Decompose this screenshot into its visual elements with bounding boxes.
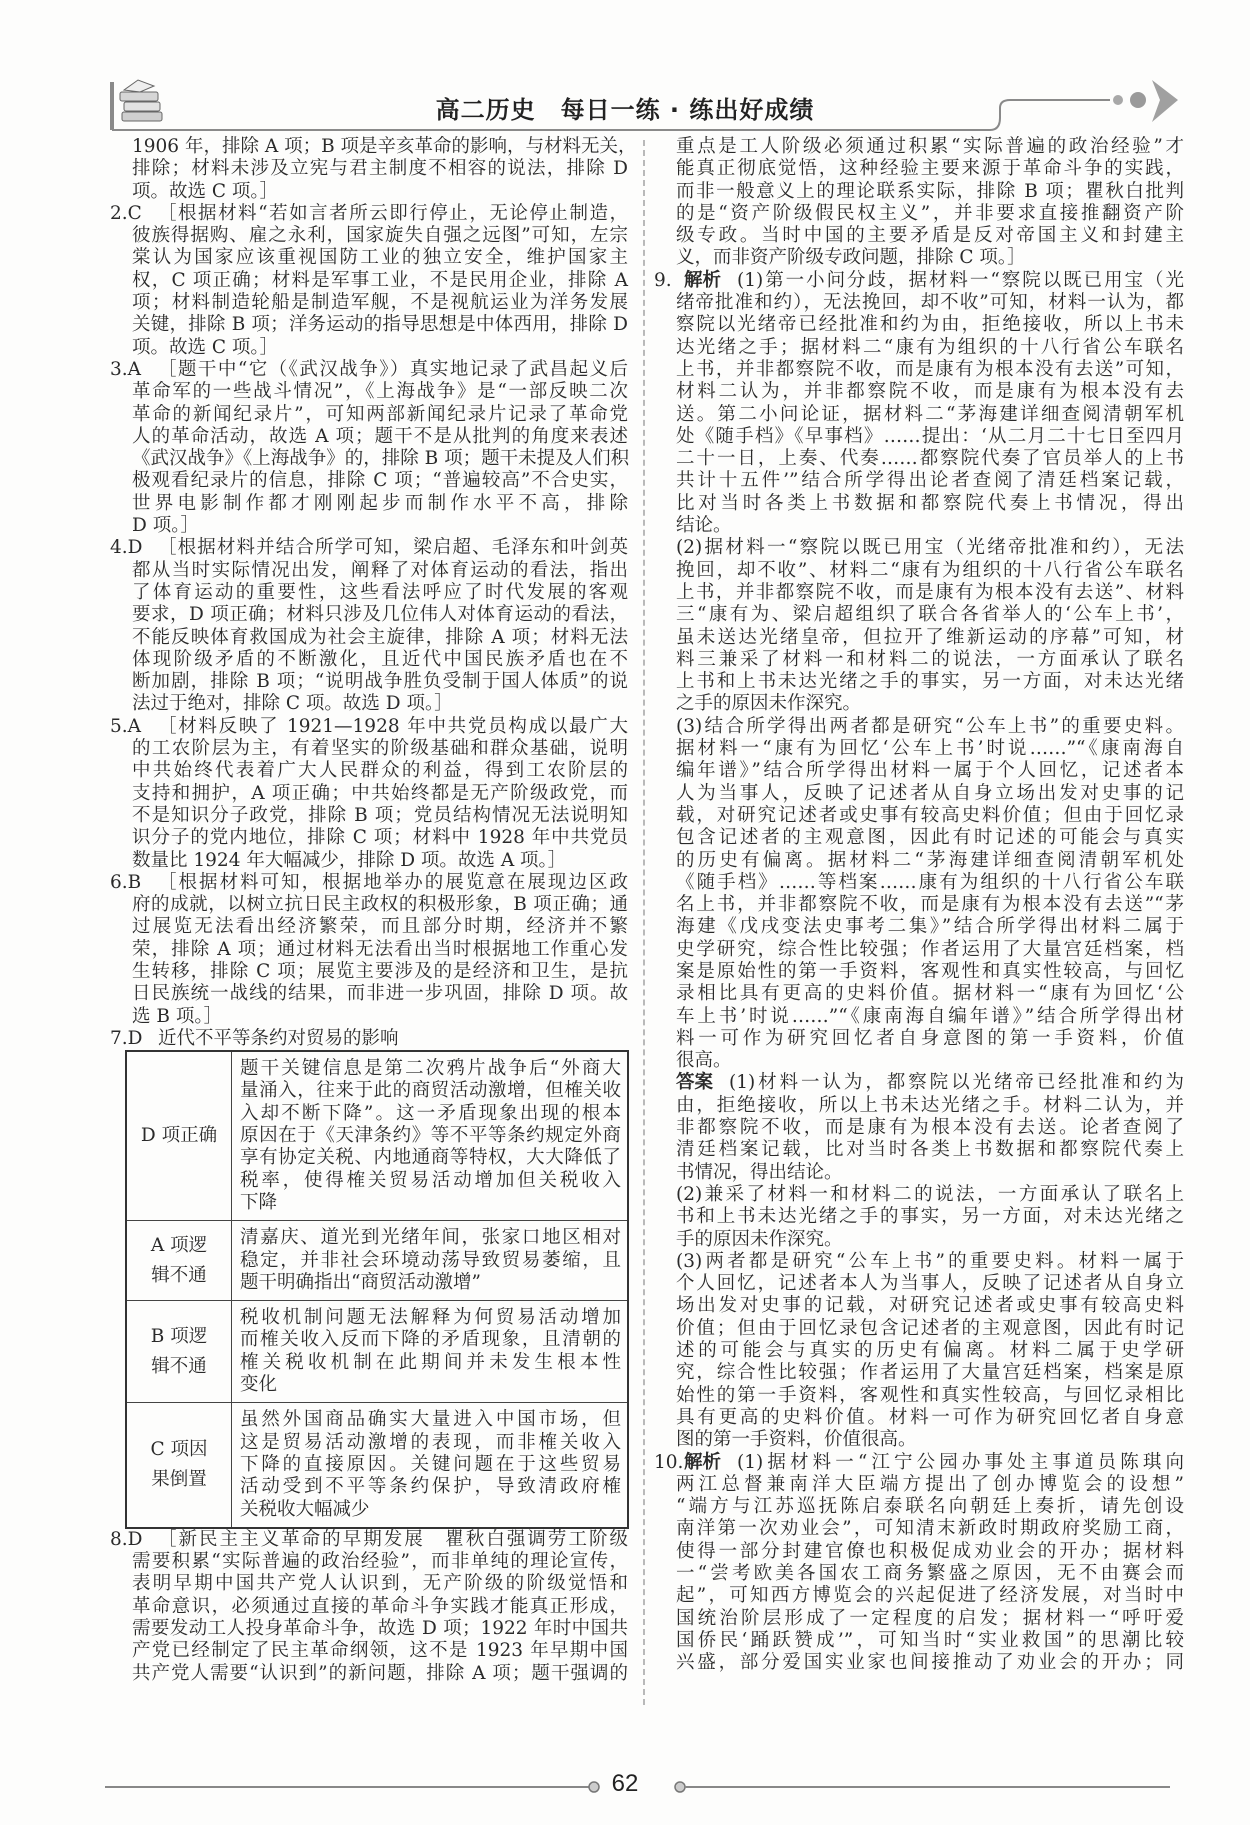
line-text: (1)第一小问分歧，据材料一“察院以既已用宝（光 <box>737 269 1184 291</box>
question-number: 2.C <box>110 202 142 224</box>
text-line: 人为当事人，反映了记述者从自身立场出发对史事的记 <box>676 782 1184 804</box>
text-line: 的是“资产阶级假民权主义”，并非要求直接推翻资产阶 <box>676 202 1184 224</box>
text-line <box>654 270 1184 292</box>
text-line: 共产党人需要“认识到”的新问题，排除 A 项；题干强调的 <box>132 1662 628 1684</box>
row-content <box>232 1403 629 1528</box>
row-label-line: 辑不通 <box>151 1355 207 1377</box>
text-line: 人的革命活动，故选 A 项；题干不是从批判的角度来表述 <box>132 425 628 447</box>
text-line: 生转移，排除 C 项；展览主要涉及的是经济和卫生，是抗 <box>132 960 628 982</box>
text-line: 下降 <box>240 1191 278 1213</box>
text-line: 的工农阶层为主，有着坚实的阶级基础和群众基础，说明 <box>132 738 628 760</box>
text-line: 1906 年，排除 A 项；B 项是辛亥革命的影响，与材料无关， <box>132 136 637 157</box>
text-line: 榷关税收机制在此期间并未发生根本性 <box>240 1351 621 1373</box>
text-line: 荣，排除 A 项；通过材料无法看出当时根据地工作重心发 <box>132 938 628 960</box>
text-line: 而非一般意义上的理论联系实际，排除 B 项；瞿秋白批判 <box>676 180 1184 202</box>
row-label <box>126 1221 232 1301</box>
text-line <box>676 1072 1184 1094</box>
section-label: 解析 <box>684 269 722 291</box>
text-line: 述的可能会与真实的历史有偏离。材料二属于史学研 <box>676 1340 1184 1362</box>
text-line: 《随手档》……等档案……康有为组织的十八行省公车联 <box>676 871 1184 893</box>
line-text: ［根据材料“若如言者所云即行停止，无论停止制造， <box>158 202 628 224</box>
page-number: 62 <box>611 1770 639 1797</box>
text-line: 下降的直接原因。关键问题在于这些贸易 <box>240 1453 621 1475</box>
text-line: 题干关键信息是第二次鸦片战争后“外商大 <box>240 1058 621 1080</box>
text-line: 过展览无法看出经济繁荣，而且部分时期，经济并不繁 <box>132 916 628 938</box>
text-line: 国统治阶层形成了一定程度的启发；据材料一“呼吁爱 <box>676 1607 1184 1629</box>
text-line: 两江总督兼南洋大臣端方提出了创办博览会的设想” <box>676 1473 1184 1495</box>
line-text: ［根据材料可知，根据地举办的展览意在展现边区政 <box>158 871 628 893</box>
text-line: 图的第一手资料，价值很高。 <box>676 1429 917 1451</box>
answer-block <box>676 136 1184 270</box>
text-line: 棠认为国家应该重视国防工业的独立安全，维护国家主 <box>132 247 628 269</box>
text-line <box>110 716 628 738</box>
question-number: 9. <box>654 269 672 291</box>
text-line: 义，而非资产阶级专政问题，排除 C 项。］ <box>676 247 1026 269</box>
text-line: 上书，并非都察院不收，而是康有为根本没有去送”可知， <box>676 358 1184 380</box>
answer-block <box>654 269 1184 538</box>
row-label-line: D 项正确 <box>140 1125 218 1147</box>
section-label: 答案 <box>676 1072 714 1094</box>
text-line: 中共始终代表着广大人民群众的利益，得到工农阶层的 <box>132 760 628 782</box>
text-line <box>654 1452 1184 1474</box>
text-line: 处《随手档》《早事档》……提出：‘从二月二十七日至四月 <box>676 425 1184 447</box>
text-line: 彼族得据购、雇之永利，国家旋失自强之远图”可知，左宗 <box>132 225 628 247</box>
text-line: 挽回，却不收”、材料二“康有为组织的十八行省公车联名 <box>676 559 1184 581</box>
answer-block <box>676 1072 1184 1183</box>
text-line: 虽未送达光绪皇帝，但拉开了维新运动的序幕”可知，材 <box>676 626 1184 648</box>
text-line: 了体育运动的重要性，这些看法呼应了时代发展的客观 <box>132 581 628 603</box>
text-line: (2)据材料一“察院以既已用宝（光绪帝批准和约），无法 <box>676 537 1184 559</box>
text-line: (2)兼采了材料一和材料二的说法，一方面承认了联名上 <box>676 1183 1184 1205</box>
text-line: 法过于绝对，排除 C 项。故选 D 项。］ <box>132 693 453 715</box>
left-column <box>110 136 637 1685</box>
text-line: 车上书’时说……”“《康南海自编年谱》”结合所学得出材 <box>676 1005 1184 1027</box>
answer-block <box>110 202 628 359</box>
text-line: 数量比 1924 年大幅减少，排除 D 项。故选 A 项。］ <box>132 849 567 871</box>
text-line: 南洋第一次劝业会”，可知清末新政时期政府奖励工商， <box>676 1518 1184 1540</box>
question-number: 3.A <box>110 358 142 380</box>
text-line: 非都察院不收，而是康有为根本没有去送。论者查阅了 <box>676 1117 1184 1139</box>
text-line: 革命意识，必须通过直接的革命斗争实践才能真正形成， <box>132 1595 628 1617</box>
text-line: D 项。］ <box>132 515 199 537</box>
answer-block <box>110 1528 628 1685</box>
text-line: 虽然外国商品确实大量进入中国市场，但 <box>240 1409 621 1431</box>
line-text: ［根据材料并结合所学可知，梁启超、毛泽东和叶剑英 <box>158 537 628 559</box>
text-line: 产党已经制定了民主革命纲领，这不是 1923 年早期中国 <box>132 1640 628 1662</box>
text-line <box>110 1529 628 1551</box>
row-label-line: 辑不通 <box>151 1264 207 1286</box>
question-number: 10. <box>654 1451 684 1473</box>
text-line: “端方与江苏巡抚陈启泰联名向朝廷上奏折，请先创设 <box>676 1496 1184 1518</box>
text-line: 包含记述者的主观意图，因此有时记述的可能会与真实 <box>676 827 1184 849</box>
text-line: (3)两者都是研究“公车上书”的重要史料。材料一属于 <box>676 1250 1184 1272</box>
text-line: 日民族统一战线的结果，而非进一步巩固，排除 D 项。故 <box>132 983 628 1005</box>
text-line <box>110 359 628 381</box>
text-line: 共计十五件’”结合所学得出论者查阅了清廷档案记载， <box>676 470 1184 492</box>
text-line: 很高。 <box>676 1050 732 1072</box>
text-line: 识分子的党内地位，排除 C 项；材料中 1928 年中共党员 <box>132 827 628 849</box>
text-line: 体现阶级矛盾的不断激化，且近代中国民族矛盾也在不 <box>132 648 628 670</box>
question-number: 5.A <box>110 715 142 737</box>
text-line: 《武汉战争》《上海战争》的，排除 B 项；题干未提及人们积 <box>132 448 630 470</box>
text-line: 场出发对史事的记载，对研究记述者或史事有较高史料 <box>676 1295 1184 1317</box>
text-line: 量涌入，往来于此的商贸活动激增，但榷关收 <box>240 1080 621 1102</box>
answer-block <box>110 537 628 715</box>
text-line: 都从当时实际情况出发，阐释了对体育运动的看法，指出 <box>132 559 628 581</box>
text-line: 起”，可知西方博览会的兴起促进了经济发展，对当时中 <box>676 1585 1184 1607</box>
row-label-line: A 项逻 <box>150 1234 208 1256</box>
text-line: 要求，D 项正确；材料只涉及几位伟人对体育运动的看法， <box>132 604 628 626</box>
answer-block <box>110 1027 628 1050</box>
table-row <box>126 1051 628 1221</box>
text-line: 使得一部分封建官僚也积极促成劝业会的开办；据材料 <box>676 1540 1184 1562</box>
right-column <box>654 136 1184 1674</box>
text-line: 上书，并非都察院不收，而是康有为根本没有去送”、材料 <box>676 581 1184 603</box>
text-line: 级专政。当时中国的主要矛盾是反对帝国主义和封建主 <box>676 225 1184 247</box>
answer-block <box>110 871 628 1028</box>
line-text: (1)据材料一“江宁公园办事处主事道员陈琪向 <box>737 1451 1184 1473</box>
text-line: 需要积累“实际普遍的政治经验”，而非单纯的理论宣传， <box>132 1551 628 1573</box>
text-line: 能真正彻底觉悟，这种经验主要来源于革命斗争的实践， <box>676 158 1184 180</box>
question-number: 8.D <box>110 1528 143 1550</box>
text-line: 结论。 <box>676 515 732 537</box>
text-line: 兴盛，部分爱国实业家也间接推动了劝业会的开办；同 <box>676 1652 1184 1674</box>
answer-block <box>676 1251 1184 1452</box>
column-divider <box>643 140 645 1705</box>
text-line: 排除；材料未涉及立宪与君主制度不相容的说法，排除 D <box>132 158 628 180</box>
text-line: 题干明确指出“商贸活动激增” <box>240 1271 481 1293</box>
text-line: 国侨民‘踊跃赞成’”，可知当时“实业救国”的思潮比较 <box>676 1629 1184 1651</box>
text-line: 清嘉庆、道光到光绪年间，张家口地区相对 <box>240 1227 621 1249</box>
text-line: 权，C 项正确；材料是军事工业，不是民用企业，排除 A <box>132 269 628 291</box>
text-line: 表明早期中国共产党人认识到，无产阶级的阶级觉悟和 <box>132 1573 628 1595</box>
comparison-table <box>125 1050 629 1529</box>
text-line: 编年谱》”结合所学得出材料一属于个人回忆，记述者本 <box>676 760 1184 782</box>
line-text: ［材料反映了 1921—1928 年中共党员构成以最广大 <box>158 715 628 737</box>
text-line: 不能反映体育救国成为社会主旋律，排除 A 项；材料无法 <box>132 626 628 648</box>
text-line: 名上书，并非都察院不收，而是康有为根本没有去送”“茅 <box>676 894 1184 916</box>
table-row <box>126 1221 628 1301</box>
row-content <box>232 1301 629 1403</box>
line-text: 近代不平等条约对贸易的影响 <box>158 1027 399 1049</box>
text-line: 究，综合性比较强；作者运用了大量宫廷档案，档案是原 <box>676 1362 1184 1384</box>
text-line: 上书和上书未达光绪之手的事实，另一方面，对未达光绪 <box>676 671 1184 693</box>
row-label-line: C 项因 <box>150 1439 208 1461</box>
line-text: (1)材料一认为，都察院以光绪帝已经批准和约为 <box>729 1072 1184 1094</box>
text-line: 革命军的一些战斗情况”，《上海战争》是“一部反映二次 <box>132 381 628 403</box>
text-line: 个人回忆，记述者本人为当事人，反映了记述者从自身立 <box>676 1273 1184 1295</box>
text-line: 享有协定关税、内地通商等特权，大大降低了 <box>240 1147 621 1169</box>
header-decoration <box>0 0 1250 150</box>
text-line: 录相比具有更高的史料价值。据材料一“康有为回忆‘公 <box>676 983 1184 1005</box>
text-line: 二十一日，上奏、代奏……都察院代奏了官员举人的上书 <box>676 448 1184 470</box>
row-label-line: B 项逻 <box>150 1325 208 1347</box>
line-text: ［新民主主义革命的早期发展 瞿秋白强调劳工阶级 <box>158 1528 628 1550</box>
text-line: 史学研究，综合性比较强；作者运用了大量宫廷档案，档 <box>676 938 1184 960</box>
text-line: 一“尝考欧美各国农工商务繁盛之原因，无不由赛会而 <box>676 1563 1184 1584</box>
text-line <box>110 203 628 225</box>
text-line: 稳定，并非社会环境动荡导致贸易萎缩，且 <box>240 1249 621 1271</box>
answer-block <box>110 358 630 537</box>
text-line: 书情况，得出结论。 <box>676 1161 843 1183</box>
text-line: 清廷档案记载，比对当时各类上书数据和都察院代奏上 <box>676 1139 1184 1161</box>
text-line <box>110 1028 628 1050</box>
text-line: 手的原因未作深究。 <box>676 1228 843 1250</box>
answer-block <box>676 716 1184 1073</box>
text-line: 书和上书未达光绪之手的事实，另一方面，对未达光绪之 <box>676 1206 1184 1228</box>
text-line <box>110 537 628 559</box>
text-line: 税收机制问题无法解释为何贸易活动增加 <box>240 1307 621 1329</box>
answer-block <box>676 1184 1184 1251</box>
question-number: 7.D <box>110 1027 143 1049</box>
text-line: 极观看纪录片的信息，排除 C 项；“普遍较高”不合史实， <box>132 470 628 492</box>
text-line: 这是贸易活动激增的表现，而非榷关收入 <box>240 1431 621 1453</box>
text-line: 的历史有偏离。据材料二“茅海建详细查阅清朝军机处 <box>676 849 1184 871</box>
row-label <box>126 1051 232 1221</box>
text-line: 案是原始性的第一手资料，客观性和真实性较高，与回忆 <box>676 960 1184 982</box>
answer-block <box>132 136 637 203</box>
text-line: 项。故选 C 项。］ <box>132 180 279 202</box>
text-line: 不是知识分子政党，排除 B 项；党员结构情况无法说明知 <box>132 804 628 826</box>
text-line <box>110 872 628 894</box>
text-line: 价值；但由于回忆录包含记述者的主观意图，因此有时记 <box>676 1317 1184 1339</box>
text-line: 活动受到不平等条约保护，导致清政府榷 <box>240 1476 621 1498</box>
row-label <box>126 1403 232 1528</box>
text-line: 据材料一“康有为回忆‘公车上书’时说……”“《康南海自 <box>676 738 1184 760</box>
text-line: 由，拒绝接收，所以上书未达光绪之手。材料二认为，并 <box>676 1094 1184 1116</box>
row-label-line: 果倒置 <box>151 1469 207 1491</box>
text-line: 选 B 项。］ <box>132 1005 223 1027</box>
text-line: 重点是工人阶级必须通过积累“实际普遍的政治经验”才 <box>676 136 1184 157</box>
answer-block <box>676 537 1184 715</box>
page-header-title: 高二历史 每日一练 · 练出好成绩 <box>435 96 815 124</box>
text-line: 绪帝批准和约），无法挽回，却不收”可知，材料一认为，都 <box>676 292 1184 314</box>
section-label: 解析 <box>684 1451 722 1473</box>
text-line: 而榷关收入反而下降的矛盾现象，且清朝的 <box>240 1329 621 1351</box>
text-line: 之手的原因未作深究。 <box>676 693 862 715</box>
text-line: 料三兼采了材料一和材料二的说法，一方面承认了联名 <box>676 648 1184 670</box>
text-line: 项。故选 C 项。］ <box>132 336 279 358</box>
text-line: 入却不断下降”。这一矛盾现象出现的根本 <box>240 1102 621 1124</box>
row-content <box>232 1051 629 1221</box>
text-line: 达光绪之手；据材料二“康有为组织的十八行省公车联名 <box>676 336 1184 358</box>
question-number: 4.D <box>110 537 143 559</box>
text-line: 关键，排除 B 项；洋务运动的指导思想是中体西用，排除 D <box>132 314 628 336</box>
question-number: 6.B <box>110 871 142 893</box>
row-label <box>126 1301 232 1403</box>
text-line: 始性的第一手资料，客观性和真实性较高，与回忆录相比 <box>676 1384 1184 1406</box>
table-row <box>126 1403 628 1528</box>
table-row <box>126 1301 628 1403</box>
text-line: 比对当时各类上书数据和都察院代奏上书情况，得出 <box>676 492 1184 514</box>
answer-block <box>110 715 628 872</box>
text-line: 变化 <box>240 1374 278 1396</box>
text-line: 府的成就，以树立抗日民主政权的积极形象，B 项正确；通 <box>132 894 628 916</box>
text-line: 项；材料制造轮船是制造军舰，不是视航运业为洋务发展 <box>132 292 628 314</box>
text-line: 海建《戊戌变法史事考二集》”结合所学得出材料二属于 <box>676 916 1184 938</box>
text-line: 世界电影制作都才刚刚起步而制作水平不高，排除 <box>132 492 628 514</box>
text-line: 需要发动工人投身革命斗争，故选 D 项；1922 年时中国共 <box>132 1618 628 1639</box>
line-text: ［题干中“它（《武汉战争》）真实地记录了武昌起义后 <box>158 358 628 380</box>
text-line: 三“康有为、梁启超组织了联合各省举人的‘公车上书’， <box>676 604 1184 626</box>
text-line: 关税收大幅减少 <box>240 1498 370 1520</box>
text-line: (3)结合所学得出两者都是研究“公车上书”的重要史料。 <box>676 715 1184 737</box>
text-line: 原因在于《天津条约》等不平等条约规定外商 <box>240 1125 621 1147</box>
text-line: 材料二认为，并非都察院不收，而是康有为根本没有去 <box>676 381 1184 403</box>
text-line: 送。第二小问论证，据材料二“茅海建详细查阅清朝军机 <box>676 403 1184 425</box>
text-line: 支持和拥护，A 项正确；中共始终都是无产阶级政党，而 <box>132 782 628 804</box>
text-line: 断加剧，排除 B 项；“说明战争胜负受制于国人体质”的说 <box>132 671 628 693</box>
text-line: 察院以光绪帝已经批准和约为由，拒绝接收，所以上书未 <box>676 314 1184 336</box>
row-content <box>232 1221 629 1301</box>
text-line: 税率，使得榷关贸易活动增加但关税收入 <box>240 1169 621 1191</box>
text-line: 具有更高的史料价值。材料一可作为研究回忆者自身意 <box>676 1406 1184 1428</box>
text-line: 载，对研究记述者或史事有较高史料价值；但由于回忆录 <box>676 804 1184 826</box>
answer-block <box>654 1451 1184 1675</box>
text-line: 革命的新闻纪录片”，可知两部新闻纪录片记录了革命党 <box>132 403 628 425</box>
text-line: 料一可作为研究回忆者自身意图的第一手资料，价值 <box>676 1027 1184 1049</box>
